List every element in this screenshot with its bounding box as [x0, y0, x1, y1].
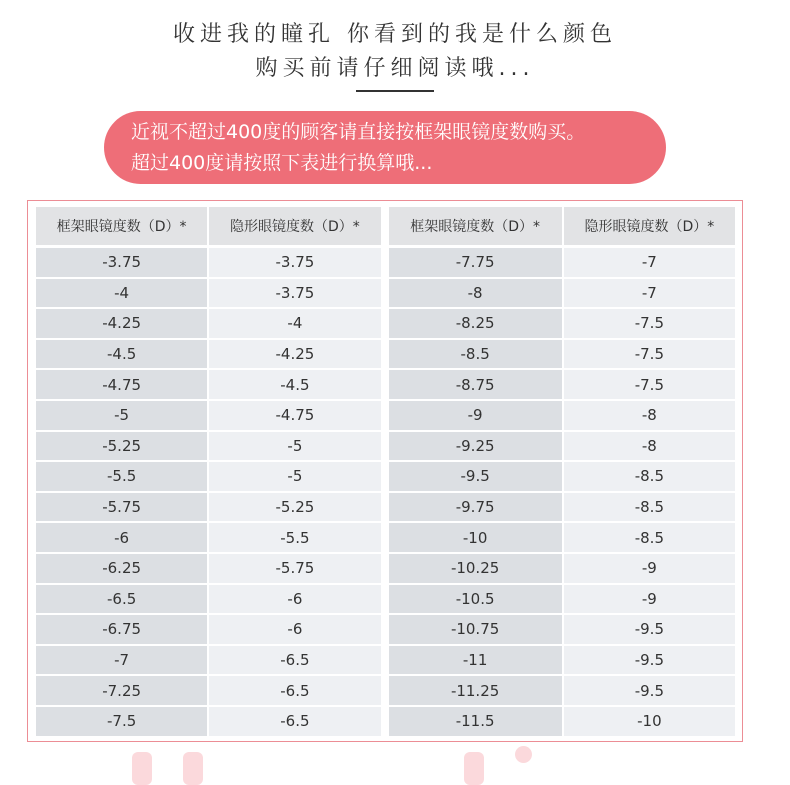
table-row	[36, 309, 735, 340]
contact-power-cell: -4.5	[209, 370, 380, 401]
table-row	[36, 432, 735, 463]
frame-power-cell: -11	[383, 646, 562, 677]
contact-power-cell: -7	[564, 279, 735, 310]
frame-power-cell: -10	[383, 523, 562, 554]
heading-line-2: 购买前请仔细阅读哦...	[255, 56, 535, 81]
contact-power-cell: -5	[209, 432, 380, 463]
table-row	[36, 676, 735, 707]
table-row	[36, 248, 735, 279]
contact-power-cell: -6	[209, 615, 380, 646]
contact-power-cell: -5.75	[209, 554, 380, 585]
contact-power-cell: -7.5	[564, 340, 735, 371]
frame-power-cell: -8	[383, 279, 562, 310]
table-row	[36, 462, 735, 493]
contact-power-cell: -7.5	[564, 309, 735, 340]
contact-power-cell: -8.5	[564, 462, 735, 493]
decorative-mark	[132, 752, 152, 785]
decorative-mark	[183, 752, 203, 785]
table-row	[36, 523, 735, 554]
contact-power-cell: -8.5	[564, 493, 735, 524]
table-row	[36, 585, 735, 616]
contact-power-cell: -7	[564, 248, 735, 279]
frame-power-cell: -5	[36, 401, 207, 432]
frame-power-cell: -5.75	[36, 493, 207, 524]
notice-line-2: 超过400度请按照下表进行换算哦...	[131, 152, 433, 174]
frame-power-cell: -10.25	[383, 554, 562, 585]
table-row	[36, 279, 735, 310]
header-frame-power-2: 框架眼镜度数（D）*	[383, 207, 562, 248]
decorative-mark	[515, 746, 532, 763]
frame-power-cell: -10.75	[383, 615, 562, 646]
decorative-mark	[464, 752, 484, 785]
frame-power-cell: -5.25	[36, 432, 207, 463]
frame-power-cell: -7.75	[383, 248, 562, 279]
frame-power-cell: -9	[383, 401, 562, 432]
frame-power-cell: -4.75	[36, 370, 207, 401]
table-row	[36, 615, 735, 646]
notice-banner	[104, 111, 666, 184]
contact-power-cell: -9.5	[564, 676, 735, 707]
frame-power-cell: -4.5	[36, 340, 207, 371]
contact-power-cell: -9	[564, 585, 735, 616]
header-contact-power-2: 隐形眼镜度数（D）*	[564, 207, 735, 248]
frame-power-cell: -6.75	[36, 615, 207, 646]
contact-power-cell: -4	[209, 309, 380, 340]
contact-power-cell: -6.5	[209, 707, 380, 738]
frame-power-cell: -11.5	[383, 707, 562, 738]
frame-power-cell: -6.5	[36, 585, 207, 616]
contact-power-cell: -9	[564, 554, 735, 585]
contact-power-cell: -3.75	[209, 248, 380, 279]
frame-power-cell: -11.25	[383, 676, 562, 707]
table-row	[36, 493, 735, 524]
contact-power-cell: -5	[209, 462, 380, 493]
conversion-table	[34, 207, 737, 738]
frame-power-cell: -10.5	[383, 585, 562, 616]
header-frame-power-1: 框架眼镜度数（D）*	[36, 207, 207, 248]
page-heading	[0, 18, 790, 86]
contact-power-cell: -4.25	[209, 340, 380, 371]
table-row	[36, 707, 735, 738]
frame-power-cell: -9.25	[383, 432, 562, 463]
frame-power-cell: -4.25	[36, 309, 207, 340]
contact-power-cell: -3.75	[209, 279, 380, 310]
contact-power-cell: -9.5	[564, 615, 735, 646]
contact-power-cell: -8	[564, 432, 735, 463]
table-row	[36, 340, 735, 371]
frame-power-cell: -9.75	[383, 493, 562, 524]
table-header-row	[36, 207, 735, 248]
table-row	[36, 554, 735, 585]
heading-underline	[356, 90, 434, 92]
contact-power-cell: -7.5	[564, 370, 735, 401]
contact-power-cell: -6.5	[209, 676, 380, 707]
frame-power-cell: -8.5	[383, 340, 562, 371]
contact-power-cell: -8.5	[564, 523, 735, 554]
frame-power-cell: -8.75	[383, 370, 562, 401]
header-contact-power-1: 隐形眼镜度数（D）*	[209, 207, 380, 248]
frame-power-cell: -7.25	[36, 676, 207, 707]
table-row	[36, 646, 735, 677]
frame-power-cell: -6.25	[36, 554, 207, 585]
contact-power-cell: -8	[564, 401, 735, 432]
frame-power-cell: -7	[36, 646, 207, 677]
frame-power-cell: -7.5	[36, 707, 207, 738]
contact-power-cell: -10	[564, 707, 735, 738]
contact-power-cell: -4.75	[209, 401, 380, 432]
contact-power-cell: -5.25	[209, 493, 380, 524]
contact-power-cell: -5.5	[209, 523, 380, 554]
table-row	[36, 401, 735, 432]
frame-power-cell: -8.25	[383, 309, 562, 340]
table-body	[36, 248, 735, 738]
contact-power-cell: -6.5	[209, 646, 380, 677]
contact-power-cell: -9.5	[564, 646, 735, 677]
frame-power-cell: -3.75	[36, 248, 207, 279]
notice-line-1: 近视不超过400度的顾客请直接按框架眼镜度数购买。	[131, 121, 586, 143]
table-row	[36, 370, 735, 401]
frame-power-cell: -5.5	[36, 462, 207, 493]
contact-power-cell: -6	[209, 585, 380, 616]
frame-power-cell: -9.5	[383, 462, 562, 493]
frame-power-cell: -6	[36, 523, 207, 554]
frame-power-cell: -4	[36, 279, 207, 310]
heading-line-1: 收进我的瞳孔 你看到的我是什么颜色	[173, 22, 617, 47]
